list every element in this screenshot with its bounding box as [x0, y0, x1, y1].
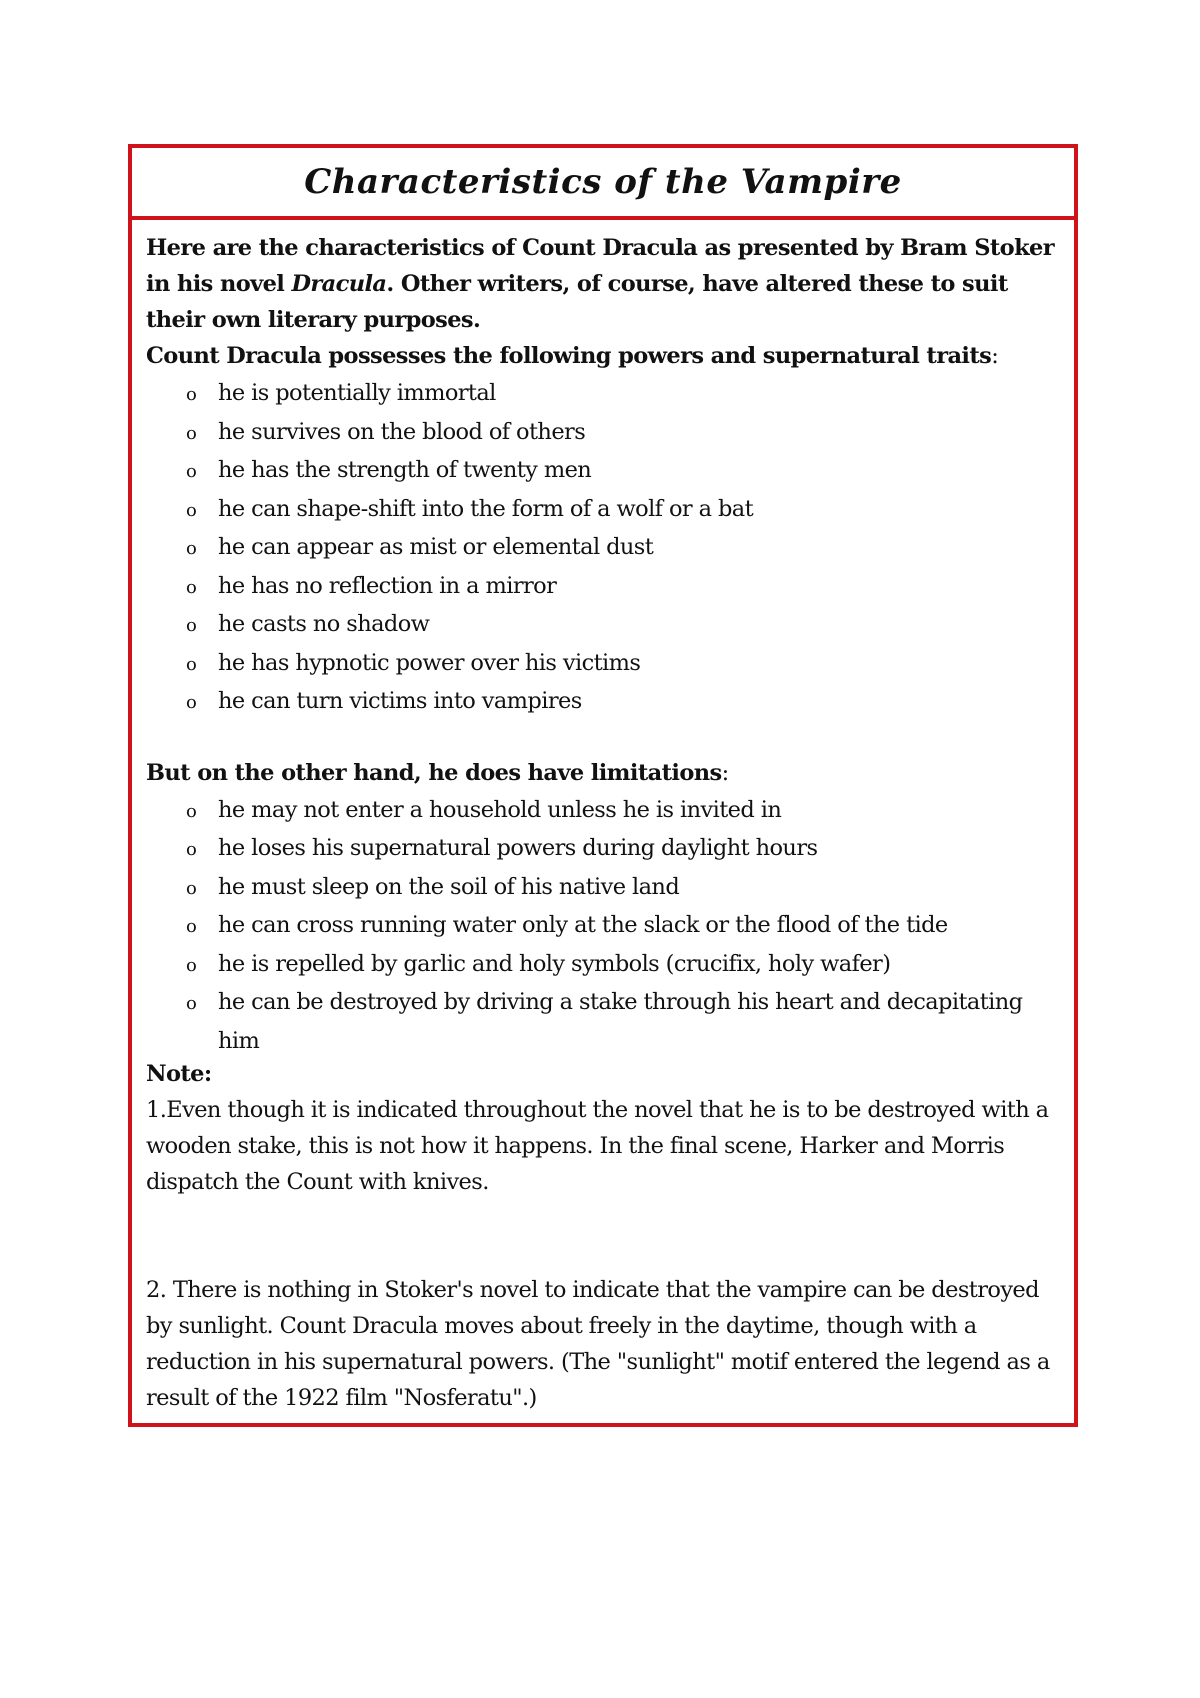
bullet-icon: o — [186, 576, 197, 598]
list-item — [186, 451, 1060, 490]
bullet-icon: o — [186, 839, 197, 860]
list-item-text: he casts no shadow — [218, 611, 430, 637]
bullet-icon: o — [186, 384, 197, 405]
list-item — [186, 906, 1060, 945]
bullet-icon: o — [186, 692, 197, 713]
bullet-icon: o — [186, 422, 197, 444]
list-item — [186, 829, 1060, 868]
list-item-text: he is potentially immortal — [218, 380, 496, 406]
list-item — [186, 945, 1060, 984]
list-item — [186, 374, 1060, 413]
list-item-text: he must sleep on the soil of his native land — [218, 873, 680, 900]
list-item-text: he survives on the blood of others — [218, 418, 586, 445]
note-heading: Note: — [146, 1060, 212, 1087]
list-item-text: he has the strength of twenty men — [218, 457, 592, 483]
powers-list — [146, 374, 1060, 721]
list-item — [186, 528, 1060, 567]
bullet-icon: o — [186, 653, 197, 675]
powers-heading — [146, 338, 1060, 374]
document-frame — [128, 144, 1078, 1427]
list-item-text: he can shape-shift into the form of a wolf or a bat — [218, 495, 754, 522]
spacer — [146, 721, 1060, 755]
bullet-icon: o — [186, 615, 197, 636]
list-item-text: he can appear as mist or elemental dust — [218, 534, 654, 560]
bullet-icon: o — [186, 954, 197, 976]
bullet-icon: o — [186, 499, 197, 521]
list-item — [186, 567, 1060, 606]
list-item — [186, 605, 1060, 644]
bullet-icon: o — [186, 877, 197, 899]
content — [132, 220, 1074, 1416]
note-2: 2. There is nothing in Stoker's novel to indicate that the vampire can be destroyed by sunlight. Count Dracula moves about freely in the daytime, though with a reduction in his supernatural powers. (The "sunlight" motif entered the legend as a result of the 1922 film "Nosferatu".) — [146, 1276, 1050, 1411]
limitations-list — [146, 791, 1060, 1054]
list-item-text: he loses his supernatural powers during daylight hours — [218, 835, 818, 861]
intro-paragraph — [146, 230, 1060, 338]
limitations-heading-text: But on the other hand, he does have limitations — [146, 759, 722, 786]
intro-text-after: . Other writers, of course, have altered these to suit their own literary purposes. — [146, 271, 1008, 333]
list-item — [186, 682, 1060, 721]
intro-text-before: Here are the characteristics of Count Dracula as presented by Bram Stoker in his novel — [146, 235, 1055, 297]
list-item-text: he can cross running water only at the slack or the flood of the tide — [218, 912, 948, 938]
powers-heading-text: Count Dracula possesses the following powers and supernatural traits — [146, 343, 992, 369]
list-item-text: he has hypnotic power over his victims — [218, 649, 641, 676]
list-item-text: he is repelled by garlic and holy symbols (crucifix, holy wafer) — [218, 950, 891, 977]
bullet-icon: o — [186, 993, 197, 1014]
list-item-text: he can turn victims into vampires — [218, 688, 582, 714]
note-1: 1.Even though it is indicated throughout the novel that he is to be destroyed with a wooden stake, this is not how it happens. In the final scene, Harker and Morris dispatch the Count with knives. — [146, 1096, 1049, 1195]
powers-heading-colon: : — [991, 343, 999, 369]
list-item — [186, 983, 1060, 1054]
bullet-icon: o — [186, 461, 197, 482]
list-item-text: he can be destroyed by driving a stake through his heart and decapitating him — [218, 989, 1023, 1054]
title-row — [132, 148, 1074, 220]
bullet-icon: o — [186, 916, 197, 937]
limitations-heading-colon: : — [721, 759, 729, 786]
list-item — [186, 490, 1060, 529]
list-item-text: he may not enter a household unless he is invited in — [218, 796, 782, 823]
bullet-icon: o — [186, 800, 197, 822]
limitations-heading — [146, 755, 1060, 791]
novel-title: Dracula — [291, 271, 387, 297]
list-item — [186, 644, 1060, 683]
page-title: Characteristics of the Vampire — [304, 162, 902, 202]
list-item — [186, 413, 1060, 452]
list-item — [186, 791, 1060, 830]
list-item — [186, 868, 1060, 907]
spacer — [146, 1200, 1060, 1272]
bullet-icon: o — [186, 538, 197, 559]
list-item-text: he has no reflection in a mirror — [218, 572, 557, 599]
